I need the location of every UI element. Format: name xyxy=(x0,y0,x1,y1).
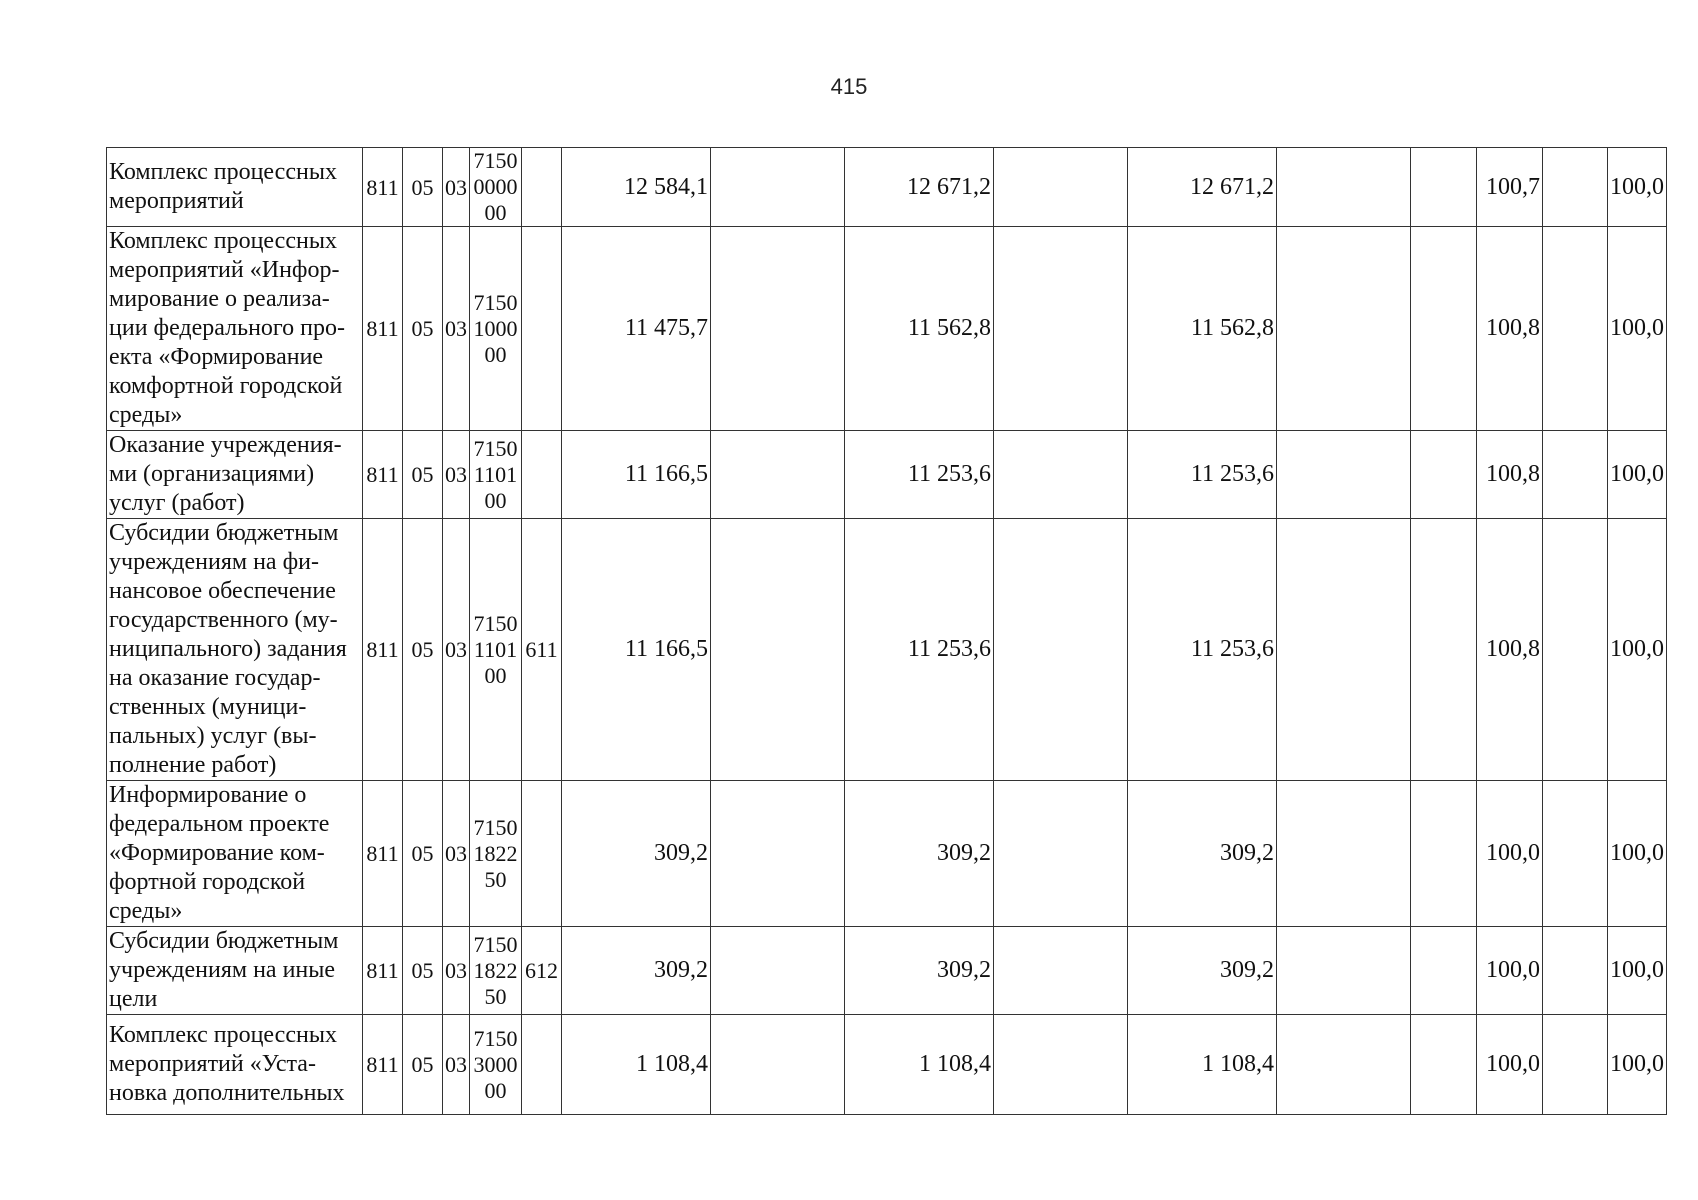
empty-cell xyxy=(711,148,845,227)
target-article-part: 50 xyxy=(484,866,507,892)
empty-cell xyxy=(1543,927,1608,1015)
amount-approved-cell: 309,2 xyxy=(562,781,711,927)
amount-executed-cell: 11 253,6 xyxy=(1128,519,1277,781)
table-row xyxy=(107,781,1667,927)
empty-cell xyxy=(1277,927,1411,1015)
target-article-part: 00 xyxy=(484,341,507,367)
empty-cell xyxy=(1277,227,1411,431)
amount-revised-cell: 11 253,6 xyxy=(845,519,994,781)
amount-executed-cell: 11 253,6 xyxy=(1128,431,1277,519)
empty-cell xyxy=(1543,148,1608,227)
row-name-cell: Оказание учреждения-ми (организациями) услуг (работ) xyxy=(107,431,363,519)
section-code-cell: 05 xyxy=(403,519,443,781)
empty-cell xyxy=(994,519,1128,781)
row-name-cell: Комплекс процессных мероприятий «Инфор-мирование о реализа-ции федерального про-екта «Формирование комфортной городской среды» xyxy=(107,227,363,431)
percent-of-revised-cell: 100,0 xyxy=(1608,781,1667,927)
empty-cell xyxy=(1411,519,1477,781)
empty-cell xyxy=(1543,781,1608,927)
target-article-part: 00 xyxy=(484,487,507,513)
ved-code-cell: 811 xyxy=(363,781,403,927)
empty-cell xyxy=(1543,519,1608,781)
amount-executed-cell: 11 562,8 xyxy=(1128,227,1277,431)
amount-approved-cell: 12 584,1 xyxy=(562,148,711,227)
empty-cell xyxy=(1411,1015,1477,1115)
target-article-part: 00 xyxy=(484,1077,507,1103)
expense-type-cell: 612 xyxy=(522,927,562,1015)
target-article-cell xyxy=(470,927,522,1015)
table-row xyxy=(107,227,1667,431)
amount-revised-cell: 1 108,4 xyxy=(845,1015,994,1115)
percent-of-approved-cell: 100,0 xyxy=(1477,1015,1543,1115)
amount-approved-cell: 1 108,4 xyxy=(562,1015,711,1115)
target-article-part: 1000 xyxy=(473,315,518,341)
amount-approved-cell: 11 166,5 xyxy=(562,519,711,781)
target-article-part: 7150 xyxy=(473,931,518,957)
ved-code-cell: 811 xyxy=(363,927,403,1015)
amount-revised-cell: 12 671,2 xyxy=(845,148,994,227)
percent-of-approved-cell: 100,0 xyxy=(1477,781,1543,927)
section-code-cell: 05 xyxy=(403,927,443,1015)
empty-cell xyxy=(994,927,1128,1015)
page-number: 415 xyxy=(830,74,868,99)
subsection-code-cell: 03 xyxy=(443,519,470,781)
empty-cell xyxy=(994,1015,1128,1115)
target-article-cell xyxy=(470,431,522,519)
target-article-cell xyxy=(470,1015,522,1115)
percent-of-revised-cell: 100,0 xyxy=(1608,519,1667,781)
target-article-part: 7150 xyxy=(473,148,518,173)
subsection-code-cell: 03 xyxy=(443,781,470,927)
amount-approved-cell: 309,2 xyxy=(562,927,711,1015)
empty-cell xyxy=(711,519,845,781)
empty-cell xyxy=(1277,148,1411,227)
target-article-part: 3000 xyxy=(473,1051,518,1077)
section-code-cell: 05 xyxy=(403,227,443,431)
row-name-cell: Комплекс процессных мероприятий «Уста-новка дополнительных xyxy=(107,1015,363,1115)
empty-cell xyxy=(1411,148,1477,227)
empty-cell xyxy=(1277,781,1411,927)
empty-cell xyxy=(1411,781,1477,927)
table-row xyxy=(107,927,1667,1015)
amount-revised-cell: 309,2 xyxy=(845,781,994,927)
budget-table xyxy=(106,147,1667,1115)
target-article-part: 7150 xyxy=(473,1025,518,1051)
empty-cell xyxy=(1277,519,1411,781)
target-article-part: 1822 xyxy=(473,840,518,866)
percent-of-revised-cell: 100,0 xyxy=(1608,927,1667,1015)
amount-revised-cell: 11 253,6 xyxy=(845,431,994,519)
table-row xyxy=(107,148,1667,227)
expense-type-cell xyxy=(522,781,562,927)
empty-cell xyxy=(1277,431,1411,519)
empty-cell xyxy=(1411,227,1477,431)
amount-executed-cell: 309,2 xyxy=(1128,927,1277,1015)
target-article-part: 0000 xyxy=(473,174,518,199)
percent-of-approved-cell: 100,0 xyxy=(1477,927,1543,1015)
percent-of-revised-cell: 100,0 xyxy=(1608,227,1667,431)
percent-of-approved-cell: 100,8 xyxy=(1477,519,1543,781)
amount-executed-cell: 309,2 xyxy=(1128,781,1277,927)
row-name-cell: Субсидии бюджетным учреждениям на иные цели xyxy=(107,927,363,1015)
empty-cell xyxy=(1411,431,1477,519)
subsection-code-cell: 03 xyxy=(443,431,470,519)
subsection-code-cell: 03 xyxy=(443,227,470,431)
target-article-part: 00 xyxy=(484,662,507,688)
ved-code-cell: 811 xyxy=(363,1015,403,1115)
ved-code-cell: 811 xyxy=(363,227,403,431)
target-article-cell xyxy=(470,227,522,431)
target-article-part: 1822 xyxy=(473,957,518,983)
row-name-cell: Субсидии бюджетным учреждениям на фи-нансовое обеспечение государственного (му-ниципального) задания на оказание государ-ственных (муници-пальных) услуг (вы-полнение работ) xyxy=(107,519,363,781)
target-article-part: 7150 xyxy=(473,814,518,840)
target-article-part: 50 xyxy=(484,983,507,1009)
percent-of-revised-cell: 100,0 xyxy=(1608,148,1667,227)
subsection-code-cell: 03 xyxy=(443,148,470,227)
percent-of-revised-cell: 100,0 xyxy=(1608,431,1667,519)
expense-type-cell xyxy=(522,431,562,519)
table-row xyxy=(107,519,1667,781)
expense-type-cell xyxy=(522,227,562,431)
target-article-part: 7150 xyxy=(473,610,518,636)
subsection-code-cell: 03 xyxy=(443,927,470,1015)
empty-cell xyxy=(1543,431,1608,519)
empty-cell xyxy=(994,227,1128,431)
percent-of-revised-cell: 100,0 xyxy=(1608,1015,1667,1115)
row-name-cell: Комплекс процессных мероприятий xyxy=(107,148,363,227)
empty-cell xyxy=(711,431,845,519)
target-article-part: 1101 xyxy=(473,636,518,662)
amount-executed-cell: 12 671,2 xyxy=(1128,148,1277,227)
amount-executed-cell: 1 108,4 xyxy=(1128,1015,1277,1115)
empty-cell xyxy=(711,927,845,1015)
table-row xyxy=(107,1015,1667,1115)
empty-cell xyxy=(711,227,845,431)
target-article-part: 00 xyxy=(484,200,507,225)
row-name-cell: Информирование о федеральном проекте «Формирование ком-фортной городской среды» xyxy=(107,781,363,927)
empty-cell xyxy=(1411,927,1477,1015)
subsection-code-cell: 03 xyxy=(443,1015,470,1115)
target-article-cell xyxy=(470,148,522,227)
target-article-part: 7150 xyxy=(473,435,518,461)
table-body xyxy=(107,148,1667,1115)
ved-code-cell: 811 xyxy=(363,148,403,227)
expense-type-cell xyxy=(522,1015,562,1115)
amount-approved-cell: 11 475,7 xyxy=(562,227,711,431)
target-article-part: 1101 xyxy=(473,461,518,487)
target-article-cell xyxy=(470,781,522,927)
target-article-cell xyxy=(470,519,522,781)
percent-of-approved-cell: 100,7 xyxy=(1477,148,1543,227)
empty-cell xyxy=(994,781,1128,927)
section-code-cell: 05 xyxy=(403,1015,443,1115)
percent-of-approved-cell: 100,8 xyxy=(1477,431,1543,519)
empty-cell xyxy=(1277,1015,1411,1115)
table-row xyxy=(107,431,1667,519)
section-code-cell: 05 xyxy=(403,148,443,227)
amount-approved-cell: 11 166,5 xyxy=(562,431,711,519)
section-code-cell: 05 xyxy=(403,431,443,519)
section-code-cell: 05 xyxy=(403,781,443,927)
empty-cell xyxy=(994,431,1128,519)
ved-code-cell: 811 xyxy=(363,519,403,781)
target-article-part: 7150 xyxy=(473,289,518,315)
percent-of-approved-cell: 100,8 xyxy=(1477,227,1543,431)
empty-cell xyxy=(994,148,1128,227)
expense-type-cell: 611 xyxy=(522,519,562,781)
empty-cell xyxy=(1543,1015,1608,1115)
amount-revised-cell: 11 562,8 xyxy=(845,227,994,431)
empty-cell xyxy=(1543,227,1608,431)
empty-cell xyxy=(711,781,845,927)
expense-type-cell xyxy=(522,148,562,227)
amount-revised-cell: 309,2 xyxy=(845,927,994,1015)
ved-code-cell: 811 xyxy=(363,431,403,519)
empty-cell xyxy=(711,1015,845,1115)
